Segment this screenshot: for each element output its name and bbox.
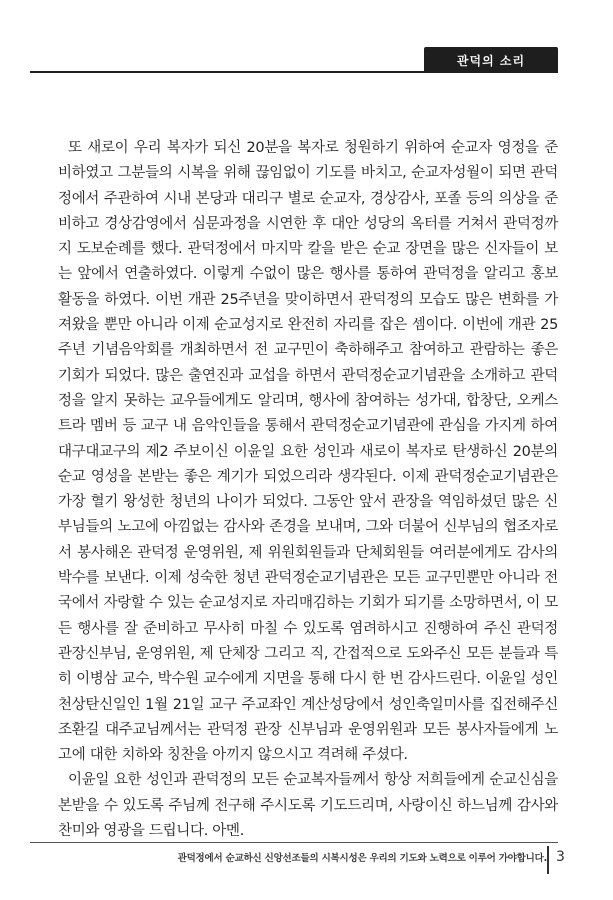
section-title-tab: [424, 47, 558, 73]
footer-divider: [547, 846, 549, 874]
footer-rule: [30, 842, 558, 843]
paragraph-1: 또 새로이 우리 복자가 되신 20분을 복자로 청원하기 위하여 순교자 영정을 준비하였고 그분들의 시복을 위해 끊임없이 기도를 바치고, 순교자성월이 되면 관덕정에서 주관하여 시내 본당과 대리구 별로 순교자, 경상감사, 포졸 등의 의상을 준비하고 경상감영에서 심문과정을 시연한 후 대안 성당의 옥터를 거쳐서 관덕정까지 도보순례를 했다. 관덕정에서 마지막 칼을 받은 순교 장면을 많은 신자들이 보는 앞에서 연출하였다. 이렇게 수없이 많은 행사를 통하여 관덕정을 알리고 홍보 활동을 하였다. 이번 개관 25주년을 맞이하면서 관덕정의 모습도 많은 변화를 가져왔을 뿐만 아니라 이제 순교성지로 완전히 자리를 잡은 셈이다. 이번에 개관 25주년 기념음악회를 개최하면서 전 교구민이 축하해주고 참여하고 관람하는 좋은 기회가 되었다. 많은 출연진과 교섭을 하면서 관덕정순교기념관을 소개하고 관덕정을 알지 못하는 교우들에게도 알리며, 행사에 참여하는 성가대, 합창단, 오케스트라 멤버 등 교구 내 음악인들을 통해서 관덕정순교기념관에 관심을 가지게 하여 대구대교구의 제2 주보이신 이윤일 요한 성인과 새로이 복자로 탄생하신 20분의 순교 영성을 본받는 좋은 계기가 되었으리라 생각된다. 이제 관덕정순교기념관은 가장 혈기 왕성한 청년의 나이가 되었다. 그동안 앞서 관장을 역임하셨던 많은 신부님들의 노고에 아낌없는 감사와 존경을 보내며, 그와 더불어 신부님의 협조자로서 봉사해온 관덕정 운영위원, 제 위원회원들과 단체회원들 여러분에게도 감사의 박수를 보낸다. 이제 성숙한 청년 관덕정순교기념관은 모든 교구민뿐만 아니라 전국에서 자랑할 수 있는 순교성지로 자리매김하는 기회가 되기를 소망하면서, 이 모든 행사를 잘 준비하고 무사히 마칠 수 있도록 염려하시고 진행하여 주신 관덕정 관장신부님, 운영위원, 제 단체장 그리고 직, 간접적으로 도와주신 모든 분들과 특히 이병삼 교수, 박수원 교수에게 지면을 통해 다시 한 번 감사드린다. 이윤일 성인 천상탄신일인 1월 21일 교구 주교좌인 계산성당에서 성인축일미사를 집전해주신 조환길 대주교님께서는 관덕정 관장 신부님과 운영위원과 모든 봉사자들에게 노고에 대한 치하와 칭찬을 아끼지 않으시고 격려해 주셨다.: [58, 140, 558, 764]
article-body: [58, 136, 558, 844]
section-title: 관덕의 소리: [456, 53, 526, 68]
page-number: 3: [556, 849, 565, 865]
footer-motto: 관덕정에서 순교하신 신앙선조들의 시복시성은 우리의 기도와 노력으로 이루어 가야합니다.: [177, 853, 547, 864]
header-rule: [30, 71, 558, 73]
paragraph-2: 이윤일 요한 성인과 관덕정의 모든 순교복자들께서 항상 저희들에게 순교신심을 본받을 수 있도록 주님께 전구해 주시도록 기도드리며, 사랑이신 하느님께 감사와 찬미와 영광을 드립니다. 아멘.: [58, 772, 558, 840]
